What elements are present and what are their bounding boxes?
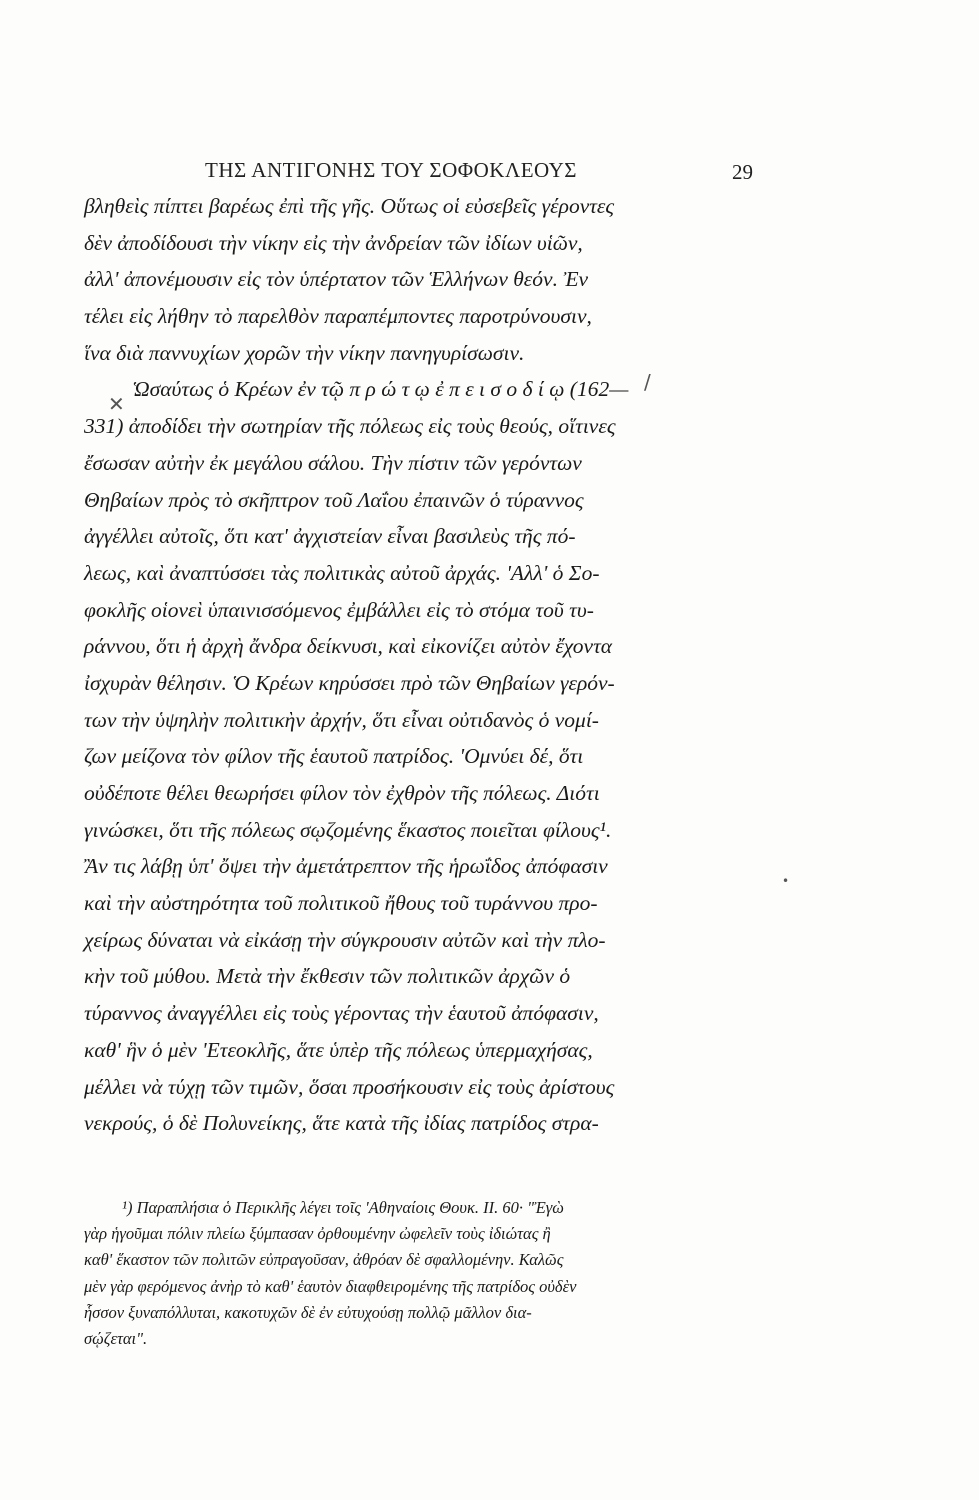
text-line: των τὴν ὑψηλὴν πολιτικὴν ἀρχήν, ὅτι εἶναι οὐτιδανὸς ὁ νομί-	[84, 707, 599, 732]
margin-dot: •	[782, 874, 790, 888]
paragraph-start-line: Ὡσαύτως ὁ Κρέων ἐν τῷ π ρ ώ τ ῳ ἐ π ε ι σ ο δ ί ῳ (162—	[132, 377, 629, 402]
main-text	[84, 188, 768, 1142]
footnote-line: ¹) Παραπλήσια ὁ Περικλῆς λέγει τοῖς 'Αθηναίοις Θουκ. ΙΙ. 60· "Ἐγὼ	[122, 1198, 564, 1217]
footnote-line: καθ' ἕκαστον τῶν πολιτῶν εὐπραγοῦσαν, ἀθρόαν δὲ σφαλλομένην. Καλῶς	[84, 1250, 564, 1270]
handwritten-end-mark: /	[644, 370, 651, 394]
running-title: ΤΗΣ ΑΝΤΙΓΟΝΗΣ ΤΟΥ ΣΟΦΟΚΛΕΟΥΣ	[205, 158, 578, 182]
text-line: Θηβαίων πρὸς τὸ σκῆπτρον τοῦ Λαΐου ἐπαινῶν ὁ τύραννος	[84, 487, 584, 512]
text-line: τύραννος ἀναγγέλλει εἰς τοὺς γέροντας τὴν ἑαυτοῦ ἀπόφασιν,	[84, 1001, 599, 1026]
footnote	[84, 1195, 774, 1352]
text-line: οὐδέποτε θέλει θεωρήσει φίλον τὸν ἐχθρὸν τῆς πόλεως. Διότι	[84, 781, 600, 805]
footnote-line: σῴζεται".	[84, 1328, 148, 1348]
text-line: χείρως δύναται νὰ εἰκάσῃ τὴν σύγκρουσιν αὐτῶν καὶ τὴν πλο-	[84, 927, 606, 952]
text-line: ἵνα διὰ παννυχίων χορῶν τὴν νίκην πανηγυρίσωσιν.	[84, 340, 525, 365]
text-line: Ἂν τις λάβῃ ὑπ' ὄψει τὴν ἀμετάτρεπτον τῆς ἡρωΐδος ἀπόφασιν	[84, 854, 608, 879]
text-line: ράννου, ὅτι ἡ ἀρχὴ ἄνδρα δείκνυσι, καὶ εἰκονίζει αὐτὸν ἔχοντα	[84, 634, 613, 659]
text-line: καὶ τὴν αὐστηρότητα τοῦ πολιτικοῦ ἤθους τοῦ τυράννου προ-	[84, 891, 598, 916]
text-line: φοκλῆς οἱονεὶ ὑπαινισσόμενος ἐμβάλλει εἰς τὸ στόμα τοῦ τυ-	[84, 597, 594, 622]
text-line: κὴν τοῦ μύθου. Μετὰ τὴν ἔκθεσιν τῶν πολιτικῶν ἀρχῶν ὁ	[84, 964, 571, 989]
handwritten-start-mark: ✕	[108, 392, 125, 416]
text-line: γινώσκει, ὅτι τῆς πόλεως σῳζομένης ἕκαστος ποιεῖται φίλους¹.	[84, 817, 612, 842]
text-line: λεως, καὶ ἀναπτύσσει τὰς πολιτικὰς αὐτοῦ ἀρχάς. 'Αλλ' ὁ Σο-	[84, 560, 600, 585]
text-line: ἔσωσαν αὐτὴν ἐκ μεγάλου σάλου. Τὴν πίστιν τῶν γερόντων	[84, 450, 582, 475]
text-line: δὲν ἀποδίδουσι τὴν νίκην εἰς τὴν ἀνδρείαν τῶν ἰδίων υἱῶν,	[84, 230, 583, 255]
text-line: ἰσχυρὰν θέλησιν. Ὁ Κρέων κηρύσσει πρὸ τῶν Θηβαίων γερόν-	[84, 670, 615, 695]
text-line: ἀγγέλλει αὐτοῖς, ὅτι κατ' ἀγχιστείαν εἶναι βασιλεὺς τῆς πό-	[84, 524, 576, 549]
text-line: 331) ἀποδίδει τὴν σωτηρίαν τῆς πόλεως εἰς τοὺς θεούς, οἵτινες	[84, 414, 616, 439]
text-line: βληθεὶς πίπτει βαρέως ἐπὶ τῆς γῆς. Οὕτως οἱ εὐσεβεῖς γέροντες	[84, 194, 615, 218]
text-line: τέλει εἰς λήθην τὸ παρελθὸν παραπέμποντες παροτρύνουσιν,	[84, 304, 592, 329]
text-line: καθ' ἣν ὁ μὲν 'Ετεοκλῆς, ἅτε ὑπὲρ τῆς πόλεως ὑπερμαχήσας,	[84, 1037, 593, 1062]
footnote-line: γὰρ ἡγοῦμαι πόλιν πλείω ξύμπασαν ὀρθουμένην ὠφελεῖν τοὺς ἰδιώτας ἢ	[84, 1224, 551, 1244]
page-number: 29	[732, 160, 753, 184]
footnote-line: ἧσσον ξυναπόλλυται, κακοτυχῶν δὲ ἐν εὐτυχούσῃ πολλῷ μᾶλλον δια-	[84, 1302, 532, 1322]
footnote-line: μὲν γὰρ φερόμενος ἀνὴρ τὸ καθ' ἑαυτὸν διαφθειρομένης τῆς πατρίδος οὐδὲν	[84, 1276, 577, 1296]
text-line: νεκρούς, ὁ δὲ Πολυνείκης, ἅτε κατὰ τῆς ἰδίας πατρίδος στρα-	[84, 1111, 599, 1136]
text-line: ἀλλ' ἀπονέμουσιν εἰς τὸν ὑπέρτατον τῶν Ἑλλήνων θεόν. Ἐν	[84, 267, 589, 292]
text-line: ζων μείζονα τὸν φίλον τῆς ἑαυτοῦ πατρίδος. 'Ομνύει δέ, ὅτι	[84, 744, 584, 769]
text-line: μέλλει νὰ τύχῃ τῶν τιμῶν, ὅσαι προσήκουσιν εἰς τοὺς ἀρίστους	[84, 1074, 615, 1099]
